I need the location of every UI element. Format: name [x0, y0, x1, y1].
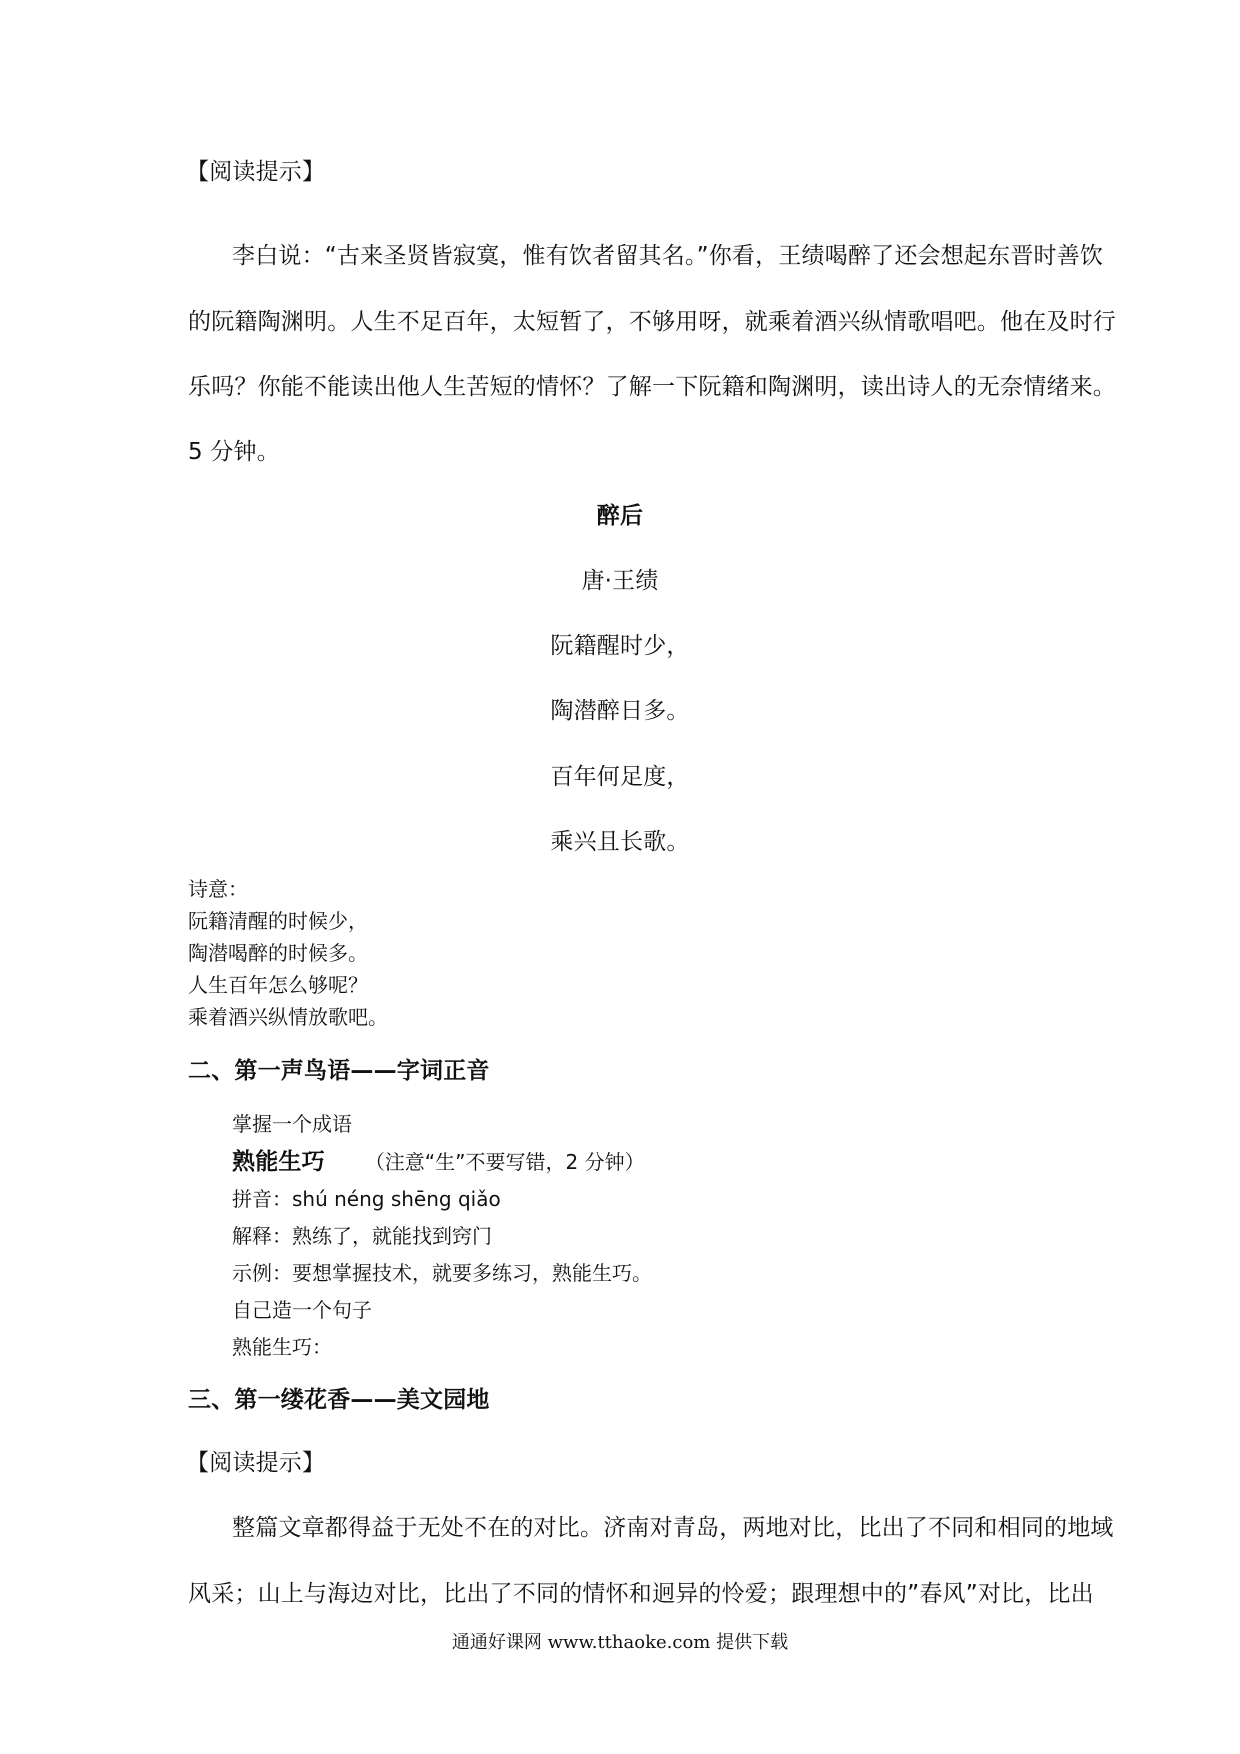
poem-meaning-line-2: 陶潜喝醉的时候多。 — [188, 941, 368, 965]
poem-line-3: 百年何足度， — [550, 764, 690, 790]
reading-tip-heading: 【阅读提示】 — [186, 159, 326, 185]
reading-tip-line-4: 5 分钟。 — [188, 439, 280, 465]
reading-tip-line-3: 乐吗？你能不能读出他人生苦短的情怀？了解一下阮籍和陶渊明，读出诗人的无奈情绪来。 — [188, 374, 1116, 400]
section-2-heading: 二、第一声鸟语——字词正音 — [188, 1058, 490, 1084]
idiom-note: （注意“生”不要写错，2 分钟） — [364, 1150, 645, 1174]
poem-meaning-label: 诗意： — [188, 877, 248, 901]
poem-meaning-line-4: 乘着酒兴纵情放歌吧。 — [188, 1005, 388, 1029]
section-3-heading: 三、第一缕花香——美文园地 — [188, 1387, 490, 1413]
exercise-prompt: 熟能生巧： — [232, 1335, 332, 1359]
poem-meaning-line-1: 阮籍清醒的时候少， — [188, 909, 368, 933]
page-footer: 通通好课网 www.tthaoke.com 提供下载 — [451, 1632, 789, 1653]
section-2-intro: 掌握一个成语 — [232, 1112, 352, 1136]
section-3-tip-heading: 【阅读提示】 — [186, 1450, 326, 1476]
poem-line-2: 陶潜醉日多。 — [550, 698, 690, 724]
poem-author: 唐·王绩 — [581, 568, 659, 594]
pinyin-line: 拼音：shú néng shēng qiǎo — [232, 1187, 501, 1211]
poem-title: 醉后 — [596, 503, 644, 529]
example-line: 示例：要想掌握技术，就要多练习，熟能生巧。 — [232, 1261, 652, 1285]
exercise-line: 自己造一个句子 — [232, 1298, 372, 1322]
section-3-line-2: 风采；山上与海边对比，比出了不同的情怀和迥异的怜爱；跟理想中的”春风”对比，比出 — [188, 1581, 1094, 1607]
explanation-line: 解释：熟练了，就能找到窍门 — [232, 1224, 492, 1248]
reading-tip-line-1: 李白说：“古来圣贤皆寂寞，惟有饮者留其名。”你看，王绩喝醉了还会想起东晋时善饮 — [232, 243, 1104, 269]
reading-tip-line-2: 的阮籍陶渊明。人生不足百年，太短暂了，不够用呀，就乘着酒兴纵情歌唱吧。他在及时行 — [188, 309, 1116, 335]
poem-meaning-line-3: 人生百年怎么够呢？ — [188, 973, 368, 997]
poem-line-4: 乘兴且长歌。 — [550, 829, 690, 855]
section-3-line-1: 整篇文章都得益于无处不在的对比。济南对青岛，两地对比，比出了不同和相同的地域 — [232, 1515, 1114, 1541]
idiom-text: 熟能生巧 — [232, 1149, 325, 1175]
poem-line-1: 阮籍醒时少， — [550, 633, 690, 659]
idiom-row — [232, 1143, 645, 1176]
